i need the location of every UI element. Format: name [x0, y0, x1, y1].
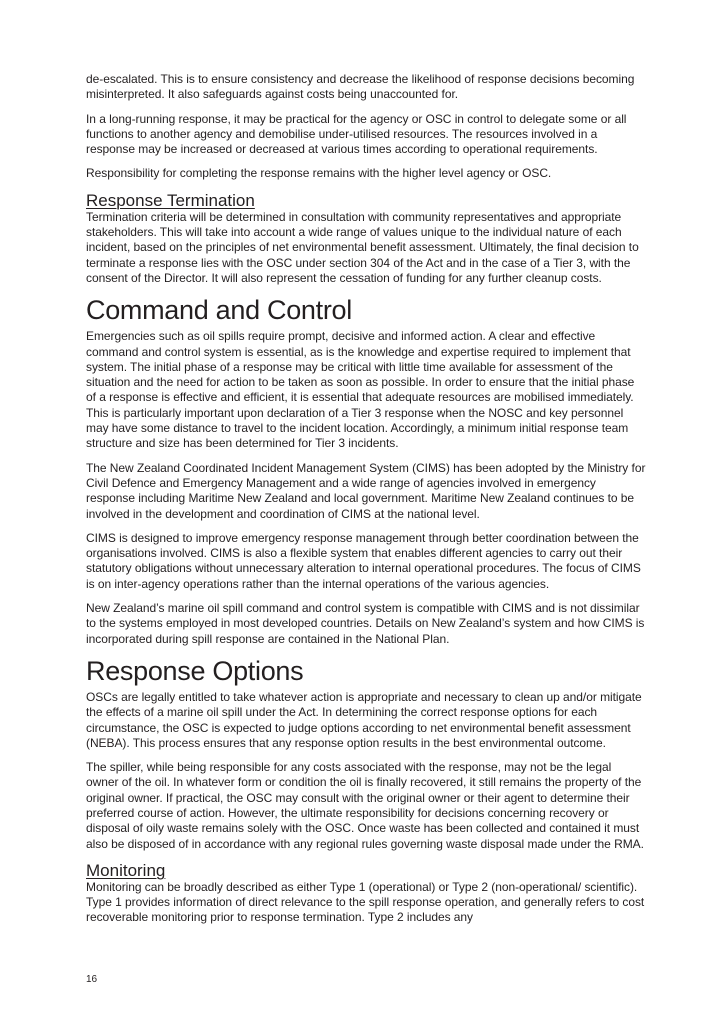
command-and-control-paragraph-3: CIMS is designed to improve emergency response management through better coordination between the organisations involved. CIMS is also a flexible system that enables different agencies to carry out their statutory obligations without unnecessary alteration to internal operational procedures. The focus of CIMS is on inter-agency operations rather than the internal operations of the various agencies.	[86, 530, 641, 591]
page-body	[86, 72, 646, 935]
page-number: 16	[86, 974, 98, 985]
response-termination-heading: Response Termination	[86, 190, 255, 210]
command-and-control-heading: Command and Control	[86, 295, 352, 326]
response-options-paragraph-1: OSCs are legally entitled to take whatever action is appropriate and necessary to clean up and/or mitigate the effects of a marine oil spill under the Act. In determining the correct response options for each circumstance, the OSC is expected to judge options according to net environmental benefit assessment (NEBA). This process ensures that any response option results in the best environmental outcome.	[86, 689, 642, 750]
intro-paragraph-2: In a long-running response, it may be practical for the agency or OSC in control to delegate some or all functions to another agency and demobilise under-utilised resources. The resources involved in a response may be increased or decreased at various times according to operational requirements.	[86, 111, 627, 157]
intro-paragraph-3: Responsibility for completing the response remains with the higher level agency or OSC.	[86, 166, 552, 181]
monitoring-paragraph: Monitoring can be broadly described as either Type 1 (operational) or Type 2 (non-operational/ scientific). Type 1 provides information of direct relevance to the spill response operation, and generally refers to cost recoverable monitoring prior to response termination. Type 2 includes any	[86, 879, 645, 925]
response-termination-paragraph: Termination criteria will be determined in consultation with community representatives and appropriate stakeholders. This will take into account a wide range of values unique to the individual nature of each incident, based on the principles of net environmental benefit assessment. Ultimately, the final decision to terminate a response lies with the OSC under section 304 of the Act and in the case of a Tier 3, with the consent of the Director. It will also represent the cessation of funding for any further cleanup costs.	[86, 209, 639, 285]
command-and-control-paragraph-2: The New Zealand Coordinated Incident Management System (CIMS) has been adopted by the Ministry for Civil Defence and Emergency Management and a wide range of agencies involved in emergency response including Maritime New Zealand and local government. Maritime New Zealand continues to be involved in the development and coordination of CIMS at the national level.	[86, 460, 646, 521]
command-and-control-paragraph-1: Emergencies such as oil spills require prompt, decisive and informed action. A clear and effective command and control system is essential, as is the knowledge and expertise required to implement that system. The initial phase of a response may be critical with little time available for assessment of the situation and the need for action to be taken as soon as possible. In order to ensure that the initial phase of a response is effective and efficient, it is essential that adequate resources are mobilised immediately. This is particularly important upon declaration of a Tier 3 response when the NOSC and key personnel may have some distance to travel to the incident location. Accordingly, a minimum initial response team structure and size has been determined for Tier 3 incidents.	[86, 329, 635, 451]
command-and-control-paragraph-4: New Zealand’s marine oil spill command and control system is compatible with CIMS and is not dissimilar to the systems employed in most developed countries. Details on New Zealand’s system and how CIMS is incorporated during spill response are contained in the National Plan.	[86, 601, 645, 646]
monitoring-heading: Monitoring	[86, 860, 166, 880]
response-options-heading: Response Options	[86, 655, 304, 686]
response-options-paragraph-2: The spiller, while being responsible for any costs associated with the response, may not be the legal owner of the oil. In whatever form or condition the oil is finally recovered, it still remains the property of the original owner. If practical, the OSC may consult with the original owner or their agent to determine their preferred course of action. However, the ultimate responsibility for decisions concerning recovery or disposal of oily waste remains solely with the OSC. Once waste has been collected and contained it must also be disposed of in accordance with any regional rules governing waste disposal made under the RMA.	[86, 760, 644, 851]
intro-paragraph-1: de-escalated. This is to ensure consistency and decrease the likelihood of response decisions becoming misinterpreted. It also safeguards against costs being unaccounted for.	[86, 72, 635, 102]
